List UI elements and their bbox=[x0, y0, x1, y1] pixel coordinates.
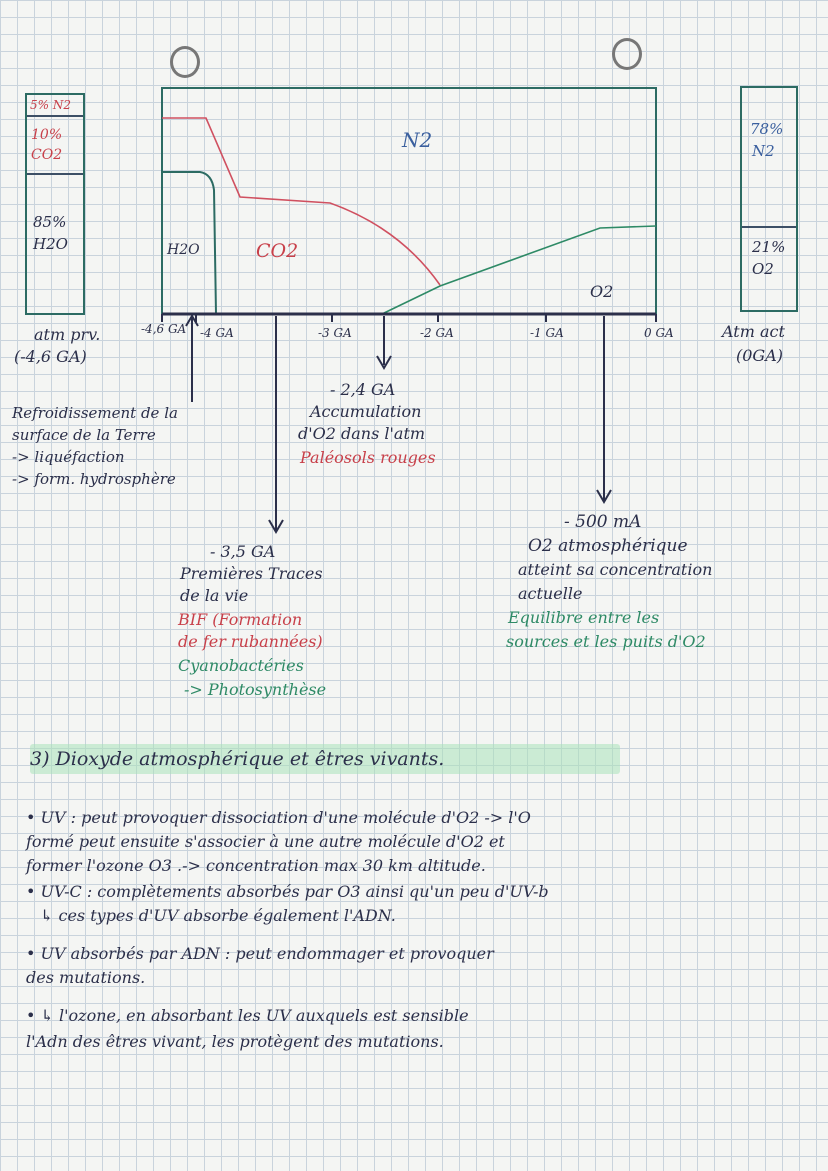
bullet-line: ↳ ces types d'UV absorbe également l'ADN. bbox=[40, 906, 396, 925]
tick-label: -3 GA bbox=[318, 326, 352, 340]
bullet-line: former l'ozone O3 .-> concentration max 30 km altitude. bbox=[26, 856, 486, 875]
tick-label: -1 GA bbox=[530, 326, 564, 340]
bullet-line: • UV-C : complètements absorbés par O3 ainsi qu'un peu d'UV-b bbox=[26, 882, 549, 901]
note-500ma-line: - 500 mA bbox=[564, 512, 642, 532]
bullet-line: • UV : peut provoquer dissociation d'une molécule d'O2 -> l'O bbox=[26, 808, 531, 827]
right-box-o2-percent: 21% bbox=[752, 238, 786, 256]
note-24ga-line: - 2,4 GA bbox=[330, 380, 396, 399]
bullet-line: • ↳ l'ozone, en absorbant les UV auxquels est sensible bbox=[26, 1006, 469, 1025]
note-500ma-line: atteint sa concentration bbox=[518, 560, 713, 579]
note-500ma-line: O2 atmosphérique bbox=[528, 536, 688, 556]
left-box-co2-label: CO2 bbox=[31, 147, 63, 163]
left-box-co2-percent: 10% bbox=[31, 127, 63, 143]
right-box-n2-label: N2 bbox=[752, 142, 775, 160]
tick-label: 0 GA bbox=[644, 326, 674, 340]
right-box-n2-percent: 78% bbox=[750, 120, 784, 138]
section-heading: 3) Dioxyde atmosphérique et êtres vivants. bbox=[30, 748, 445, 770]
note-4ga-line: -> liquéfaction bbox=[12, 448, 125, 466]
bullet-line: • UV absorbés par ADN : peut endommager et provoquer bbox=[26, 944, 494, 963]
graph-label-h2o: H2O bbox=[167, 242, 200, 258]
note-35ga-line: Cyanobactéries bbox=[178, 656, 304, 675]
left-box-n2: 5% N2 bbox=[30, 98, 71, 112]
left-box-h2o-percent: 85% bbox=[33, 213, 67, 231]
right-box-o2-label: O2 bbox=[752, 260, 774, 278]
right-box-caption-date: (0GA) bbox=[736, 346, 783, 365]
left-box-caption: atm prv. bbox=[34, 325, 101, 344]
note-35ga-line: Premières Traces bbox=[180, 564, 323, 583]
note-4ga-line: Refroidissement de la bbox=[12, 404, 178, 422]
o2-curve bbox=[382, 226, 656, 314]
bullet-line: des mutations. bbox=[26, 968, 146, 987]
tick-label: -4 GA bbox=[200, 326, 234, 340]
co2-curve bbox=[162, 118, 440, 285]
graph-label-o2: O2 bbox=[590, 282, 614, 301]
note-500ma-line: Equilibre entre les bbox=[508, 608, 660, 627]
note-35ga-line: -> Photosynthèse bbox=[184, 680, 327, 699]
graph-label-co2: CO2 bbox=[256, 240, 299, 262]
note-35ga-line: de fer rubannées) bbox=[178, 632, 323, 651]
note-35ga-line: - 3,5 GA bbox=[210, 542, 276, 561]
note-4ga-line: surface de la Terre bbox=[12, 426, 156, 444]
note-500ma-line: actuelle bbox=[518, 584, 583, 603]
tick-label: -2 GA bbox=[420, 326, 454, 340]
note-500ma-line: sources et les puits d'O2 bbox=[506, 632, 706, 651]
note-24ga-line: d'O2 dans l'atm bbox=[298, 424, 426, 443]
note-24ga-line: Paléosols rouges bbox=[300, 448, 436, 467]
graph-frame bbox=[162, 88, 656, 314]
graph-label-n2: N2 bbox=[402, 128, 433, 152]
left-box-h2o-label: H2O bbox=[33, 235, 68, 253]
right-box-caption: Atm act bbox=[722, 322, 785, 341]
left-box-caption-date: (-4,6 GA) bbox=[14, 347, 87, 366]
bullet-line: formé peut ensuite s'associer à une autre molécule d'O2 et bbox=[26, 832, 505, 851]
note-35ga-line: de la vie bbox=[180, 586, 249, 605]
note-35ga-line: BIF (Formation bbox=[178, 610, 303, 629]
note-4ga-line: -> form. hydrosphère bbox=[12, 470, 176, 488]
note-24ga-line: Accumulation bbox=[310, 402, 422, 421]
tick-label: -4,6 GA bbox=[141, 322, 187, 336]
bullet-line: l'Adn des êtres vivant, les protègent des mutations. bbox=[26, 1032, 444, 1051]
